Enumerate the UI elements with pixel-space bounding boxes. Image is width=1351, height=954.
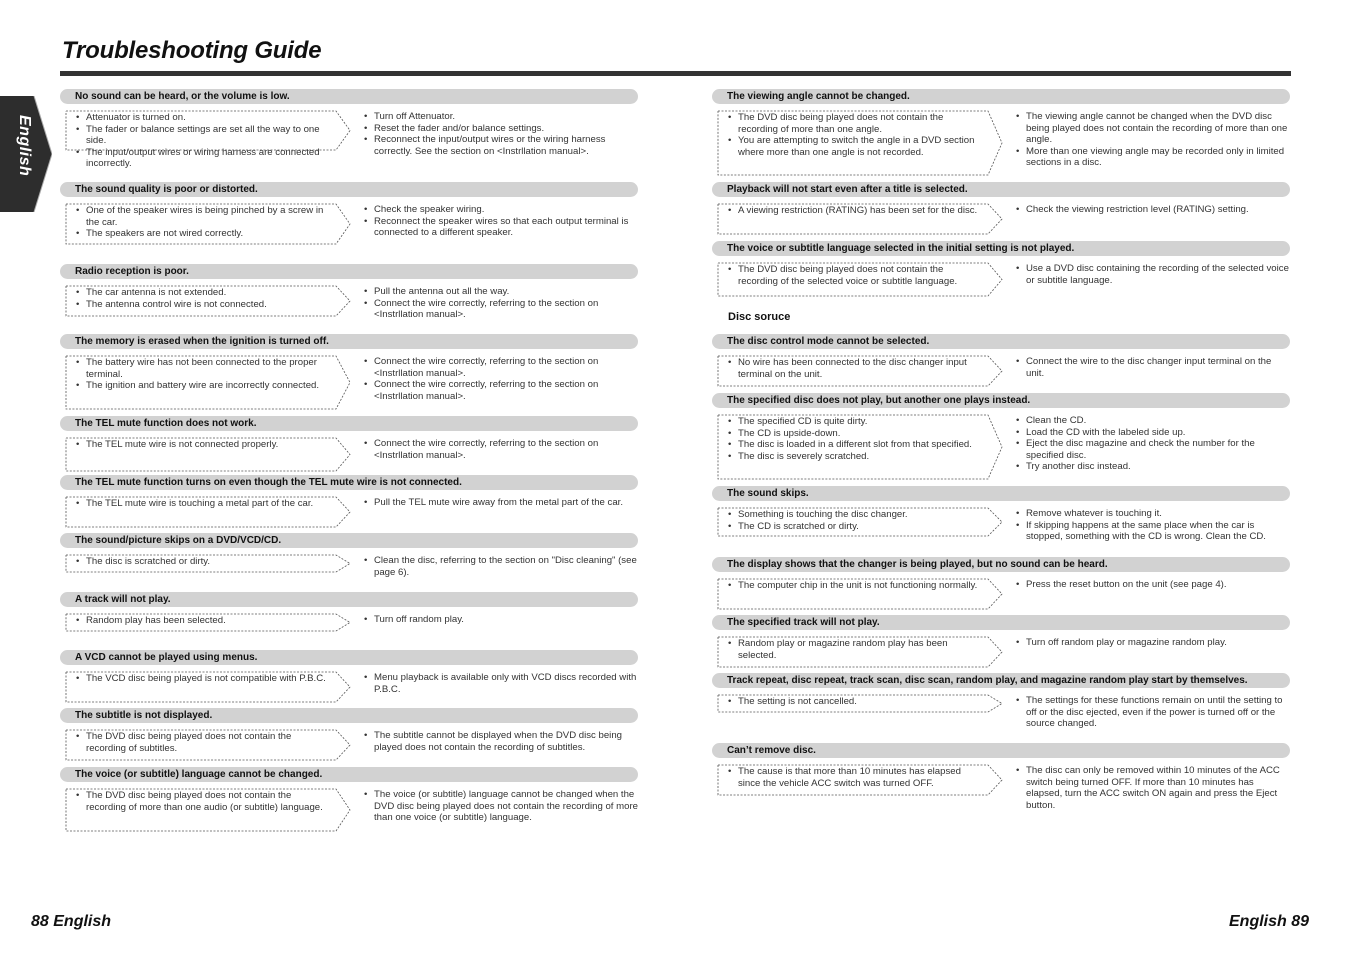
solution-item: • The disc can only be removed within 10 minutes of the ACC switch being turned OFF. If more than 10 minutes has elapsed, turn the ACC switch ON again and press the Eject button. <box>1016 765 1291 811</box>
solution-list <box>354 204 639 239</box>
solution-list <box>1006 579 1291 591</box>
solution-list <box>1006 508 1291 543</box>
cause-item: • You are attempting to switch the angle in a DVD section where more than one angle is not recorded. <box>728 135 982 158</box>
cause-item: • One of the speaker wires is being pinched by a screw in the car. <box>76 205 330 228</box>
cause-box <box>66 789 350 813</box>
solution-item: • Press the reset button on the unit (see page 4). <box>1016 579 1291 591</box>
footer-page-left: 88 English <box>31 913 112 930</box>
troubleshooting-section <box>60 767 638 824</box>
solution-item: • The viewing angle cannot be changed when the DVD disc being played does not contain the recording of more than one angle. <box>1016 111 1291 146</box>
solution-item: • Reconnect the speaker wires so that each output terminal is connected to a different speaker. <box>364 216 639 239</box>
cause-item: • Something is touching the disc changer. <box>728 509 982 521</box>
solution-item: • Turn off Attenuator. <box>364 111 639 123</box>
section-heading: The sound quality is poor or distorted. <box>60 182 638 197</box>
troubleshooting-section <box>712 393 1290 473</box>
section-heading: The specified disc does not play, but another one plays instead. <box>712 393 1290 408</box>
cause-item: • The setting is not cancelled. <box>728 696 982 708</box>
cause-item: • Random play has been selected. <box>76 615 330 627</box>
solution-list <box>1006 695 1291 730</box>
cause-item: • The DVD disc being played does not contain the recording of the selected voice or subtitle language. <box>728 264 982 287</box>
cause-item: • The ignition and battery wire are incorrectly connected. <box>76 380 330 392</box>
solution-list <box>354 555 639 578</box>
solution-list <box>354 356 639 402</box>
solution-list <box>1006 111 1291 169</box>
cause-box <box>66 356 350 392</box>
section-heading: The sound skips. <box>712 486 1290 501</box>
solution-list <box>1006 204 1291 216</box>
troubleshooting-section <box>712 89 1290 169</box>
solution-item: • Try another disc instead. <box>1016 461 1291 473</box>
cause-box <box>66 438 350 451</box>
section-heading: The TEL mute function turns on even though the TEL mute wire is not connected. <box>60 475 638 490</box>
solution-item: • Pull the antenna out all the way. <box>364 286 639 298</box>
solution-list <box>354 789 639 824</box>
section-heading: Track repeat, disc repeat, track scan, disc scan, random play, and magazine random play start by themselves. <box>712 673 1290 688</box>
troubleshooting-section <box>712 615 1290 661</box>
troubleshooting-section <box>60 708 638 754</box>
solution-list <box>354 286 639 321</box>
section-heading: The voice (or subtitle) language cannot be changed. <box>60 767 638 782</box>
troubleshooting-section <box>60 533 638 578</box>
section-heading: Playback will not start even after a title is selected. <box>712 182 1290 197</box>
cause-item: • The TEL mute wire is touching a metal part of the car. <box>76 498 330 510</box>
language-tab <box>0 96 52 212</box>
solution-item: • Clean the disc, referring to the section on "Disc cleaning" (see page 6). <box>364 555 639 578</box>
solution-item: • Use a DVD disc containing the recording of the selected voice or subtitle language. <box>1016 263 1291 286</box>
troubleshooting-section <box>60 334 638 402</box>
solution-item: • More than one viewing angle may be recorded only in limited sections in a disc. <box>1016 146 1291 169</box>
cause-item: • The computer chip in the unit is not functioning normally. <box>728 580 982 592</box>
cause-item: • The speakers are not wired correctly. <box>76 228 330 240</box>
section-heading: The voice or subtitle language selected in the initial setting is not played. <box>712 241 1290 256</box>
solution-item: • Connect the wire correctly, referring to the section on <Instrllation manual>. <box>364 438 639 461</box>
cause-item: • The disc is severely scratched. <box>728 451 982 463</box>
troubleshooting-section <box>712 486 1290 543</box>
cause-item: • Attenuator is turned on. <box>76 112 330 124</box>
solution-list <box>354 111 639 157</box>
cause-item: • The disc is scratched or dirty. <box>76 556 330 568</box>
cause-box <box>718 415 1002 462</box>
troubleshooting-section <box>60 650 638 695</box>
section-heading: The viewing angle cannot be changed. <box>712 89 1290 104</box>
cause-box <box>66 111 350 170</box>
cause-box <box>718 204 1002 217</box>
cause-item: • The CD is scratched or dirty. <box>728 521 982 533</box>
troubleshooting-section <box>712 743 1290 811</box>
solution-item: • The settings for these functions remain on until the setting to off or the disc ejected, even if the power is turned off or the source changed. <box>1016 695 1291 730</box>
language-tab-label: English <box>16 115 33 177</box>
cause-box <box>718 695 1002 708</box>
solution-item: • Clean the CD. <box>1016 415 1291 427</box>
troubleshooting-section <box>60 592 638 626</box>
solution-list <box>354 672 639 695</box>
solution-item: • Reconnect the input/output wires or the wiring harness correctly. See the section on <Instrllation manual>. <box>364 134 639 157</box>
section-heading: The specified track will not play. <box>712 615 1290 630</box>
solution-item: • Turn off random play. <box>364 614 639 626</box>
solution-list <box>1006 356 1291 379</box>
cause-box <box>66 204 350 240</box>
solution-item: • Eject the disc magazine and check the number for the specified disc. <box>1016 438 1291 461</box>
solution-list <box>1006 765 1291 811</box>
cause-item: • The TEL mute wire is not connected properly. <box>76 439 330 451</box>
title-rule <box>60 71 1291 76</box>
solution-item: • Connect the wire correctly, referring to the section on <Instrllation manual>. <box>364 356 639 379</box>
section-heading: The memory is erased when the ignition is turned off. <box>60 334 638 349</box>
troubleshooting-section <box>712 241 1290 287</box>
cause-box <box>718 579 1002 592</box>
cause-item: • The antenna control wire is not connected. <box>76 299 330 311</box>
solution-item: • Connect the wire correctly, referring to the section on <Instrllation manual>. <box>364 298 639 321</box>
cause-box <box>718 263 1002 287</box>
section-heading: No sound can be heard, or the volume is low. <box>60 89 638 104</box>
solution-item: • Remove whatever is touching it. <box>1016 508 1291 520</box>
section-heading: A track will not play. <box>60 592 638 607</box>
solution-item: • Reset the fader and/or balance settings. <box>364 123 639 135</box>
cause-item: • The cause is that more than 10 minutes has elapsed since the vehicle ACC switch was turned OFF. <box>728 766 982 789</box>
section-heading: Can’t remove disc. <box>712 743 1290 758</box>
solution-list <box>1006 263 1291 286</box>
section-heading: The disc control mode cannot be selected. <box>712 334 1290 349</box>
cause-item: • The input/output wires or wiring harness are connected incorrectly. <box>76 147 330 170</box>
troubleshooting-section <box>712 673 1290 730</box>
disc-source-subheading: Disc soruce <box>728 311 791 323</box>
cause-box <box>66 672 350 685</box>
cause-box <box>718 765 1002 789</box>
footer-page-right: English 89 <box>1229 913 1310 930</box>
cause-item: • The battery wire has not been connected to the proper terminal. <box>76 357 330 380</box>
cause-box <box>718 111 1002 158</box>
cause-item: • No wire has been connected to the disc changer input terminal on the unit. <box>728 357 982 380</box>
troubleshooting-section <box>60 416 638 461</box>
solution-item: • Check the viewing restriction level (RATING) setting. <box>1016 204 1291 216</box>
cause-box <box>718 508 1002 532</box>
troubleshooting-section <box>60 182 638 240</box>
page-title: Troubleshooting Guide <box>62 37 322 64</box>
cause-item: • The CD is upside-down. <box>728 428 982 440</box>
solution-list <box>354 497 639 509</box>
solution-item: • Turn off random play or magazine random play. <box>1016 637 1291 649</box>
solution-list <box>1006 637 1291 649</box>
section-heading: The subtitle is not displayed. <box>60 708 638 723</box>
cause-item: • The DVD disc being played does not contain the recording of more than one audio (or subtitle) language. <box>76 790 330 813</box>
troubleshooting-section <box>60 475 638 509</box>
cause-box <box>718 637 1002 661</box>
cause-item: • The disc is loaded in a different slot from that specified. <box>728 439 982 451</box>
troubleshooting-section <box>60 89 638 170</box>
troubleshooting-section <box>712 557 1290 591</box>
cause-item: • Random play or magazine random play has been selected. <box>728 638 982 661</box>
solution-item: • Check the speaker wiring. <box>364 204 639 216</box>
solution-item: • The voice (or subtitle) language cannot be changed when the DVD disc being played does not contain the recording of more than one voice (or subtitle) language. <box>364 789 639 824</box>
solution-item: • The subtitle cannot be displayed when the DVD disc being played does not contain the recording of subtitles. <box>364 730 639 753</box>
troubleshooting-section <box>60 264 638 321</box>
solution-item: • Connect the wire correctly, referring to the section on <Instrllation manual>. <box>364 379 639 402</box>
solution-item: • If skipping happens at the same place when the car is stopped, something with the CD is wrong. Clean the CD. <box>1016 520 1291 543</box>
cause-box <box>66 497 350 510</box>
cause-box <box>66 614 350 627</box>
cause-item: • A viewing restriction (RATING) has been set for the disc. <box>728 205 982 217</box>
cause-item: • The VCD disc being played is not compatible with P.B.C. <box>76 673 330 685</box>
cause-box <box>718 356 1002 380</box>
cause-item: • The car antenna is not extended. <box>76 287 330 299</box>
solution-item: • Menu playback is available only with VCD discs recorded with P.B.C. <box>364 672 639 695</box>
solution-list <box>1006 415 1291 473</box>
troubleshooting-section <box>712 182 1290 216</box>
cause-box <box>66 730 350 754</box>
solution-item: • Load the CD with the labeled side up. <box>1016 427 1291 439</box>
solution-item: • Pull the TEL mute wire away from the metal part of the car. <box>364 497 639 509</box>
cause-item: • The specified CD is quite dirty. <box>728 416 982 428</box>
troubleshooting-section <box>712 334 1290 380</box>
solution-list <box>354 438 639 461</box>
cause-item: • The fader or balance settings are set all the way to one side. <box>76 124 330 147</box>
section-heading: The sound/picture skips on a DVD/VCD/CD. <box>60 533 638 548</box>
cause-box <box>66 555 350 568</box>
cause-item: • The DVD disc being played does not contain the recording of subtitles. <box>76 731 330 754</box>
solution-list <box>354 614 639 626</box>
cause-box <box>66 286 350 310</box>
section-heading: A VCD cannot be played using menus. <box>60 650 638 665</box>
section-heading: The TEL mute function does not work. <box>60 416 638 431</box>
section-heading: Radio reception is poor. <box>60 264 638 279</box>
section-heading: The display shows that the changer is being played, but no sound can be heard. <box>712 557 1290 572</box>
cause-item: • The DVD disc being played does not contain the recording of more than one angle. <box>728 112 982 135</box>
solution-list <box>354 730 639 753</box>
solution-item: • Connect the wire to the disc changer input terminal on the unit. <box>1016 356 1291 379</box>
